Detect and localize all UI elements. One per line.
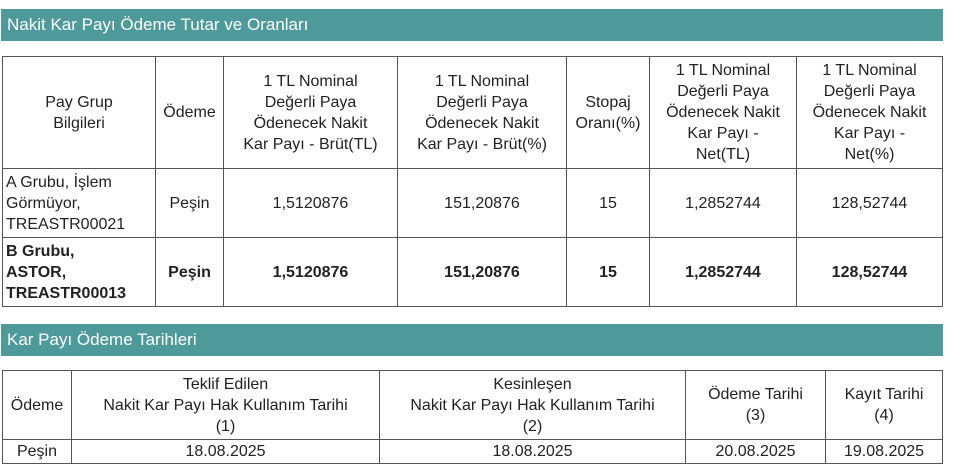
- section-title-payment-amounts: Nakit Kar Payı Ödeme Tutar ve Oranları: [1, 9, 943, 41]
- cell-teklif: 18.08.2025: [72, 440, 380, 464]
- table-row-b-grubu: [3, 238, 943, 307]
- cell-net-pct: 128,52744: [797, 238, 943, 307]
- cell-group: B Grubu, ASTOR, TREASTR00013: [3, 238, 156, 307]
- payment-amounts-table: [2, 56, 943, 307]
- cell-odeme: Peşin: [156, 238, 224, 307]
- cell-odeme: Peşin: [3, 440, 72, 464]
- cell-kayit-tarihi: 19.08.2025: [826, 440, 943, 464]
- header-odeme-tarihi: Ödeme Tarihi (3): [686, 371, 826, 440]
- cell-stopaj: 15: [567, 238, 650, 307]
- cell-odeme: Peşin: [156, 169, 224, 238]
- header-net-pct: 1 TL Nominal Değerli Paya Ödenecek Nakit Kar Payı - Net(%): [797, 57, 943, 169]
- cell-brut-tl: 1,5120876: [224, 238, 398, 307]
- header-pay-grup: Pay Grup Bilgileri: [3, 57, 156, 169]
- table-row-a-grubu: [3, 169, 943, 238]
- header-stopaj: Stopaj Oranı(%): [567, 57, 650, 169]
- cell-brut-pct: 151,20876: [398, 238, 567, 307]
- header-row: [3, 371, 943, 440]
- header-kayit-tarihi: Kayıt Tarihi (4): [826, 371, 943, 440]
- header-brut-pct: 1 TL Nominal Değerli Paya Ödenecek Nakit Kar Payı - Brüt(%): [398, 57, 567, 169]
- header-odeme: Ödeme: [3, 371, 72, 440]
- cell-odeme-tarihi: 20.08.2025: [686, 440, 826, 464]
- cell-brut-tl: 1,5120876: [224, 169, 398, 238]
- header-net-tl: 1 TL Nominal Değerli Paya Ödenecek Nakit Kar Payı - Net(TL): [650, 57, 797, 169]
- header-brut-tl: 1 TL Nominal Değerli Paya Ödenecek Nakit Kar Payı - Brüt(TL): [224, 57, 398, 169]
- header-kesinlesen: Kesinleşen Nakit Kar Payı Hak Kullanım Tarihi (2): [380, 371, 686, 440]
- header-odeme: Ödeme: [156, 57, 224, 169]
- cell-stopaj: 15: [567, 169, 650, 238]
- section-title-payment-dates: Kar Payı Ödeme Tarihleri: [1, 324, 943, 356]
- payment-dates-table: [2, 370, 943, 464]
- header-teklif-edilen: Teklif Edilen Nakit Kar Payı Hak Kullanım Tarihi (1): [72, 371, 380, 440]
- cell-net-tl: 1,2852744: [650, 169, 797, 238]
- header-row: [3, 57, 943, 169]
- cell-net-tl: 1,2852744: [650, 238, 797, 307]
- cell-net-pct: 128,52744: [797, 169, 943, 238]
- table-row: [3, 440, 943, 464]
- cell-group: A Grubu, İşlem Görmüyor, TREASTR00021: [3, 169, 156, 238]
- cell-kesin: 18.08.2025: [380, 440, 686, 464]
- cell-brut-pct: 151,20876: [398, 169, 567, 238]
